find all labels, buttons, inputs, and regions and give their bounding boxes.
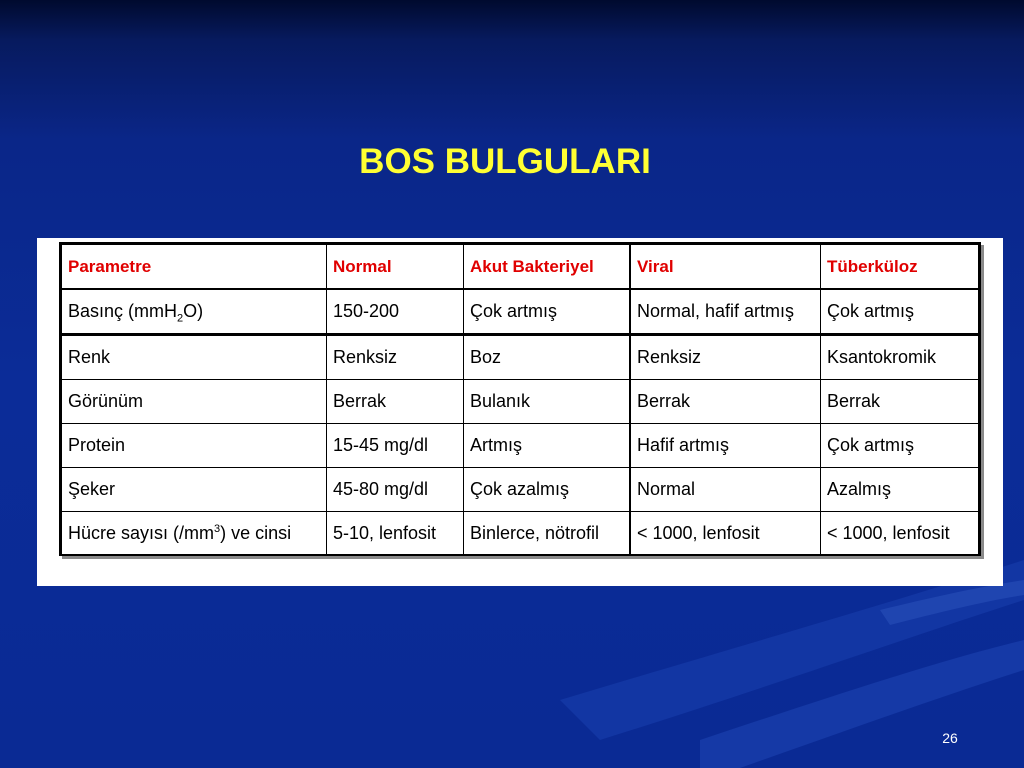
table-cell: Normal, hafif artmış — [630, 289, 821, 335]
table-cell: Çok artmış — [821, 289, 979, 335]
param-superscript: 3 — [214, 523, 221, 535]
table-cell: Hafif artmış — [630, 424, 821, 468]
param-text: Hücre sayısı (/mm — [68, 523, 215, 543]
table-row — [62, 289, 979, 335]
csf-findings-table — [61, 244, 979, 556]
table-cell: Çok artmış — [821, 424, 979, 468]
table-cell: Renksiz — [630, 335, 821, 380]
table-frame — [59, 242, 981, 556]
slide-title: BOS BULGULARI — [359, 142, 651, 181]
header-cell-viral: Viral — [630, 245, 821, 290]
page-number: 26 — [942, 730, 958, 746]
header-cell-normal: Normal — [327, 245, 464, 290]
table-cell: Binlerce, nötrofil — [464, 512, 631, 556]
table-row — [62, 335, 979, 380]
row-param-hucre — [62, 512, 327, 556]
table-cell: < 1000, lenfosit — [630, 512, 821, 556]
table-cell: Normal — [630, 468, 821, 512]
table-cell: Ksantokromik — [821, 335, 979, 380]
header-cell-tuberkuloz: Tüberküloz — [821, 245, 979, 290]
table-cell: 150-200 — [327, 289, 464, 335]
table-row — [62, 468, 979, 512]
row-param: Şeker — [62, 468, 327, 512]
table-cell: Berrak — [821, 380, 979, 424]
table-cell: 15-45 mg/dl — [327, 424, 464, 468]
table-row — [62, 424, 979, 468]
table-cell: Berrak — [630, 380, 821, 424]
row-param: Görünüm — [62, 380, 327, 424]
header-cell-akut-bakteriyel: Akut Bakteriyel — [464, 245, 631, 290]
param-text: Basınç (mmH — [68, 301, 178, 321]
table-cell: Berrak — [327, 380, 464, 424]
table-cell: Boz — [464, 335, 631, 380]
table-row — [62, 380, 979, 424]
table-cell: Renksiz — [327, 335, 464, 380]
table-row — [62, 512, 979, 556]
table-cell: Azalmış — [821, 468, 979, 512]
param-text-end: ) ve cinsi — [220, 523, 292, 543]
table-cell: < 1000, lenfosit — [821, 512, 979, 556]
param-text-end: O) — [183, 301, 204, 321]
table-cell: Çok artmış — [464, 289, 631, 335]
table-cell: 5-10, lenfosit — [327, 512, 464, 556]
row-param: Protein — [62, 424, 327, 468]
table-cell: Bulanık — [464, 380, 631, 424]
row-param: Renk — [62, 335, 327, 380]
table-cell: Çok azalmış — [464, 468, 631, 512]
table-cell: Artmış — [464, 424, 631, 468]
table-panel — [37, 238, 1003, 586]
table-cell: 45-80 mg/dl — [327, 468, 464, 512]
param-subscript: 2 — [177, 312, 184, 325]
table-header-row — [62, 245, 979, 290]
row-param-basinc — [62, 289, 327, 335]
header-cell-parametre: Parametre — [62, 245, 327, 290]
